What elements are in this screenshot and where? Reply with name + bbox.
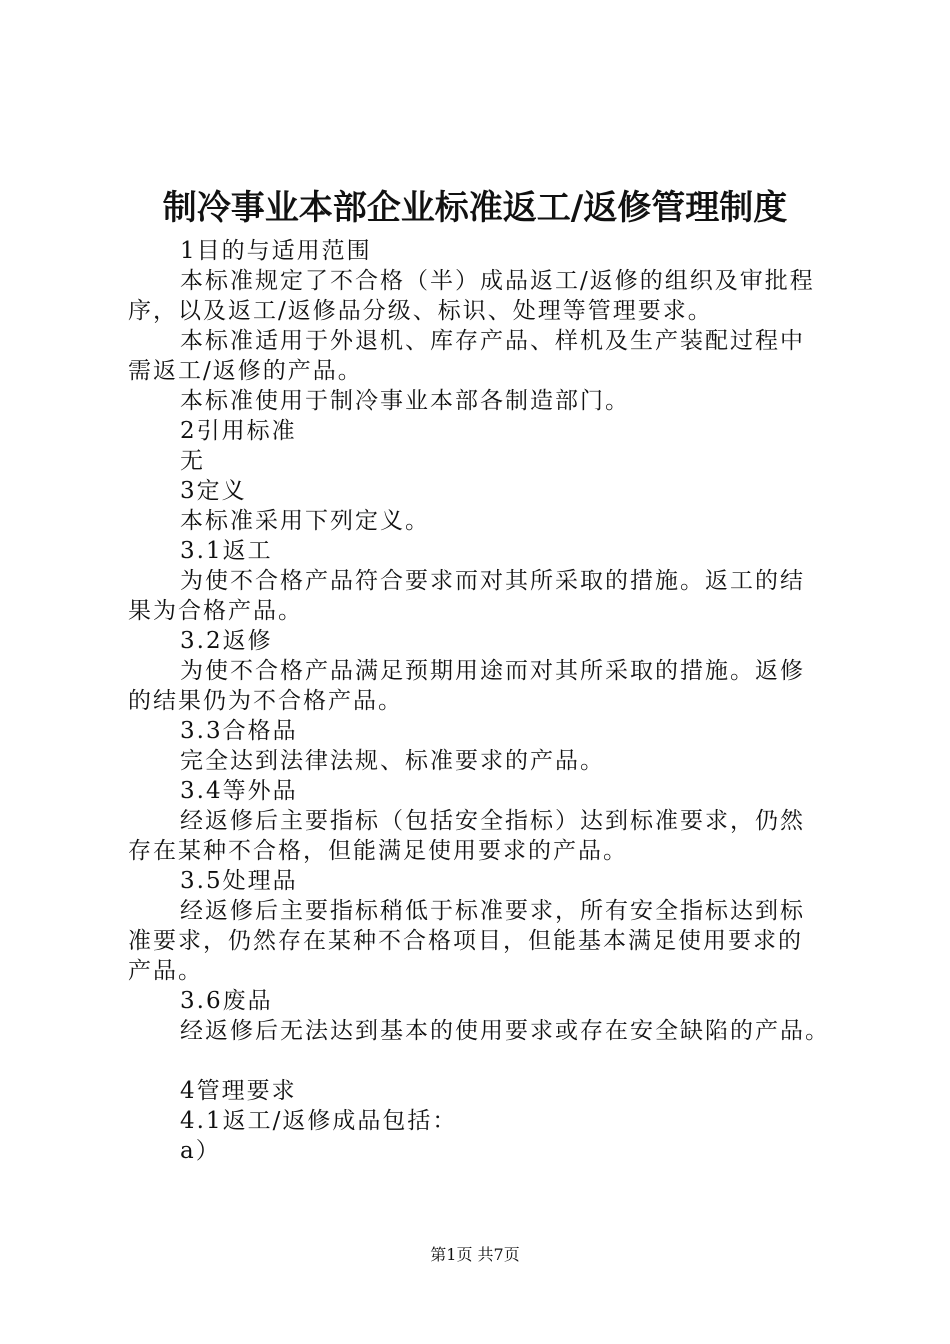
paragraph-line: 本标准采用下列定义。	[180, 508, 430, 534]
heading-3-2: 3.2返修	[180, 628, 273, 654]
heading-3-5: 3.5处理品	[180, 868, 298, 894]
heading-4-1: 4.1返工/返修成品包括：	[180, 1108, 458, 1134]
paragraph-line: 存在某种不合格，但能满足使用要求的产品。	[128, 838, 628, 864]
document-body	[128, 236, 840, 1166]
heading-3-1: 3.1返工	[180, 538, 273, 564]
paragraph-line: 本标准规定了不合格（半）成品返工/返修的组织及审批程	[180, 268, 815, 294]
document-title: 制冷事业本部企业标准返工/返修管理制度	[162, 188, 788, 228]
paragraph-line: 的结果仍为不合格产品。	[128, 688, 403, 714]
paragraph-line: 完全达到法律法规、标准要求的产品。	[180, 748, 605, 774]
heading-3-3: 3.3合格品	[180, 718, 298, 744]
paragraph-line: 经返修后无法达到基本的使用要求或存在安全缺陷的产品。	[180, 1018, 830, 1044]
paragraph-line: 为使不合格产品符合要求而对其所采取的措施。返工的结	[180, 568, 805, 594]
paragraph-line: 需返工/返修的产品。	[128, 358, 363, 384]
heading-2: 2引用标准	[180, 418, 297, 444]
paragraph-line: 产品。	[128, 958, 203, 984]
heading-1: 1目的与适用范围	[180, 238, 372, 264]
paragraph-line: 经返修后主要指标（包括安全指标）达到标准要求，仍然	[180, 808, 805, 834]
paragraph-line: 本标准适用于外退机、库存产品、样机及生产装配过程中	[180, 328, 805, 354]
heading-4: 4管理要求	[180, 1078, 297, 1104]
paragraph-line: 无	[180, 448, 205, 474]
paragraph-line: 准要求，仍然存在某种不合格项目，但能基本满足使用要求的	[128, 928, 803, 954]
paragraph-line: 本标准使用于制冷事业本部各制造部门。	[180, 388, 630, 414]
blank-line	[128, 1046, 840, 1076]
list-item: a）	[180, 1138, 221, 1164]
paragraph-line: 经返修后主要指标稍低于标准要求，所有安全指标达到标	[180, 898, 805, 924]
heading-3-6: 3.6废品	[180, 988, 273, 1014]
heading-3-4: 3.4等外品	[180, 778, 298, 804]
paragraph-line: 序，以及返工/返修品分级、标识、处理等管理要求。	[128, 298, 713, 324]
paragraph-line: 果为合格产品。	[128, 598, 303, 624]
heading-3: 3定义	[180, 478, 247, 504]
page-footer: 第1页 共7页	[430, 1245, 520, 1264]
paragraph-line: 为使不合格产品满足预期用途而对其所采取的措施。返修	[180, 658, 805, 684]
